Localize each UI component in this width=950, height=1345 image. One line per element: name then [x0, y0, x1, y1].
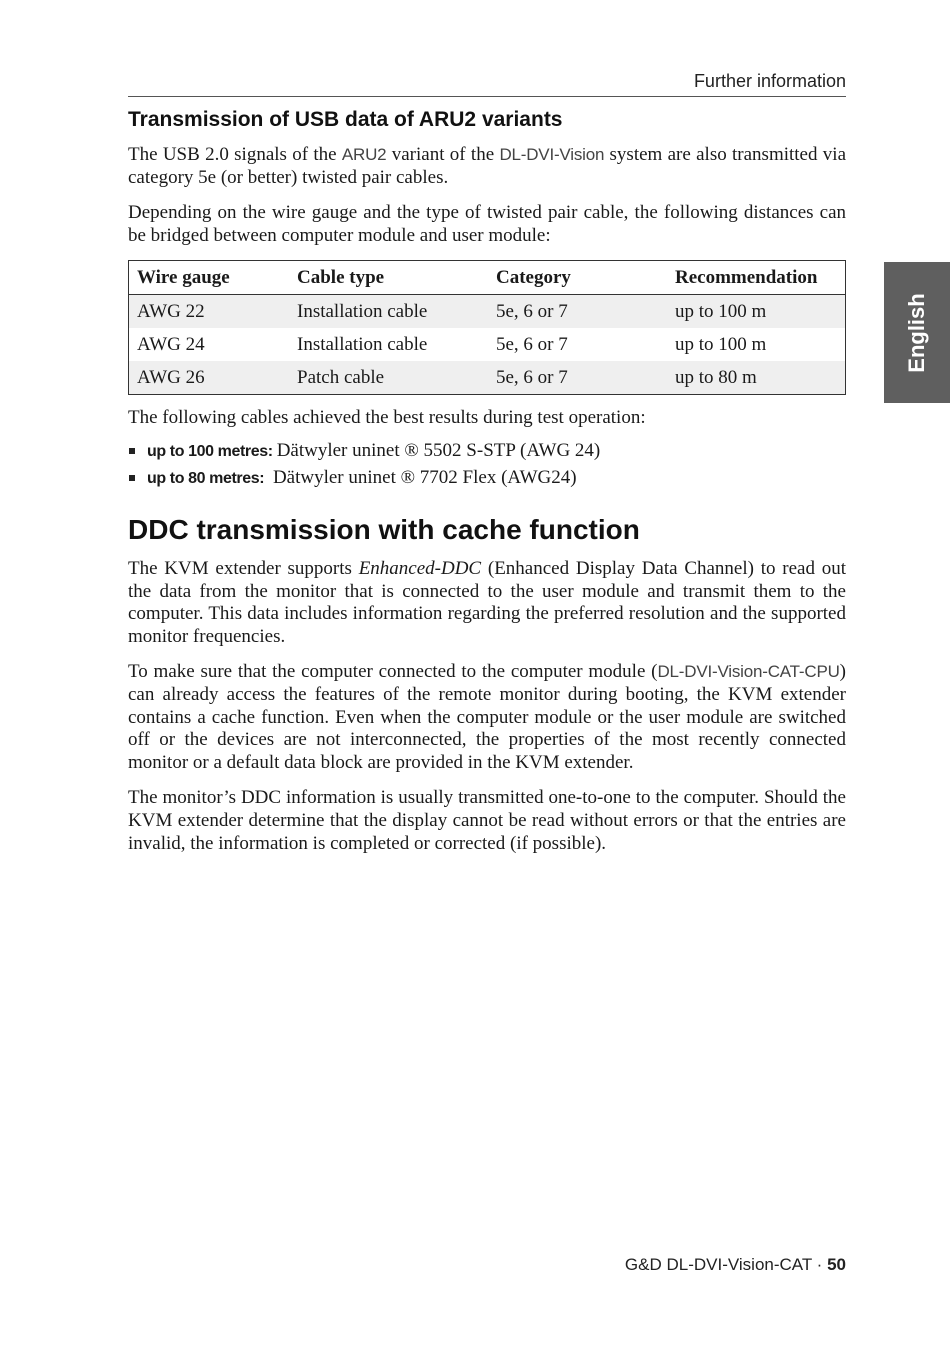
table-cell: up to 80 m — [667, 361, 846, 395]
text-run: The KVM extender supports — [128, 557, 359, 579]
table-cell: AWG 22 — [129, 295, 290, 329]
list-item — [128, 465, 846, 492]
table-row — [129, 361, 846, 395]
table-cell: up to 100 m — [675, 333, 767, 355]
list-item-text: Dätwyler uninet ® 5502 S-STP (AWG 24) — [276, 439, 601, 461]
usb-paragraph-1 — [128, 144, 846, 189]
column-header-category: Category — [488, 261, 667, 295]
list-item-label: up to 100 metres: — [147, 442, 273, 460]
text-run: variant of the — [386, 144, 500, 165]
usb-section-heading: Transmission of USB data of ARU2 variants — [128, 108, 563, 131]
list-item-label: up to 80 metres: — [147, 469, 265, 487]
table-cell: AWG 26 — [129, 361, 290, 395]
cable-recommendation-list — [128, 438, 846, 492]
table-cell: 5e, 6 or 7 — [488, 295, 667, 329]
bullet-square-icon — [129, 448, 135, 454]
table-cell: AWG 24 — [137, 333, 205, 355]
table-row — [129, 295, 846, 329]
column-header-cable-type: Cable type — [289, 261, 488, 295]
running-header: Further information — [693, 71, 846, 91]
language-tab-label: English — [904, 292, 929, 373]
table-cell: up to 100 m — [667, 295, 846, 329]
footer-product: G&D DL-DVI-Vision-CAT · — [624, 1255, 828, 1274]
page-number: 50 — [827, 1255, 846, 1274]
variant-name: ARU2 — [341, 145, 387, 164]
usb-paragraph-2: Depending on the wire gauge and the type of twisted pair cable, the following distances can be bridged between computer module and user module: — [128, 202, 846, 246]
product-name: DL-DVI-Vision-CAT-CPU — [657, 662, 840, 682]
header-rule — [128, 96, 846, 97]
table-header-row — [129, 261, 846, 295]
ddc-paragraph-3: The monitor’s DDC information is usually transmitted one-to-one to the computer. Should the KVM extender determine that the display cannot be read without errors or that the entries are invalid, the information is completed or corrected (if possible). — [128, 787, 846, 854]
page-footer — [625, 1255, 846, 1275]
text-run: system are also transmitted via category 5e (or better) twisted pair cables. — [128, 144, 847, 188]
term-enhanced-ddc: Enhanced-DDC — [358, 557, 482, 579]
column-header-recommendation: Recommendation — [667, 261, 846, 295]
bullet-square-icon — [129, 475, 135, 481]
column-header-wire-gauge: Wire gauge — [129, 261, 290, 295]
table-row — [129, 328, 846, 361]
list-item — [128, 438, 846, 465]
system-name: DL-DVI-Vision — [499, 145, 605, 164]
table-cell: 5e, 6 or 7 — [496, 333, 568, 355]
ddc-paragraph-1 — [128, 558, 846, 648]
table-cell: Installation cable — [297, 333, 428, 355]
table-cell: 5e, 6 or 7 — [488, 361, 667, 395]
table-cell: Patch cable — [289, 361, 488, 395]
list-item-text: Dätwyler uninet ® 7702 Flex (AWG24) — [268, 466, 577, 488]
ddc-section-heading: DDC transmission with cache function — [128, 513, 640, 545]
wire-gauge-table — [128, 260, 846, 395]
table-cell: Installation cable — [289, 295, 488, 329]
language-tab — [884, 262, 950, 403]
usb-paragraph-3: The following cables achieved the best results during test operation: — [128, 407, 646, 429]
text-run: ) can already access the features of the remote monitor during booting, the KVM extender contains a cache function. Even when the computer module or the user module are switched off or the devices are not interconnected, the properties of the most recently connected monitor or a default data block are provided in the KVM extender. — [128, 661, 846, 773]
text-run: To make sure that the computer connected to the computer module ( — [128, 661, 658, 683]
page-content — [128, 108, 846, 868]
text-run: (Enhanced Display Data Channel) to read out the data from the monitor that is connected to the user module and transmit them to the computer. This data includes information regarding the preferred resolution and the supported monitor frequencies. — [128, 557, 846, 647]
ddc-paragraph-2 — [128, 661, 846, 774]
text-run: The USB 2.0 signals of the — [128, 144, 342, 165]
